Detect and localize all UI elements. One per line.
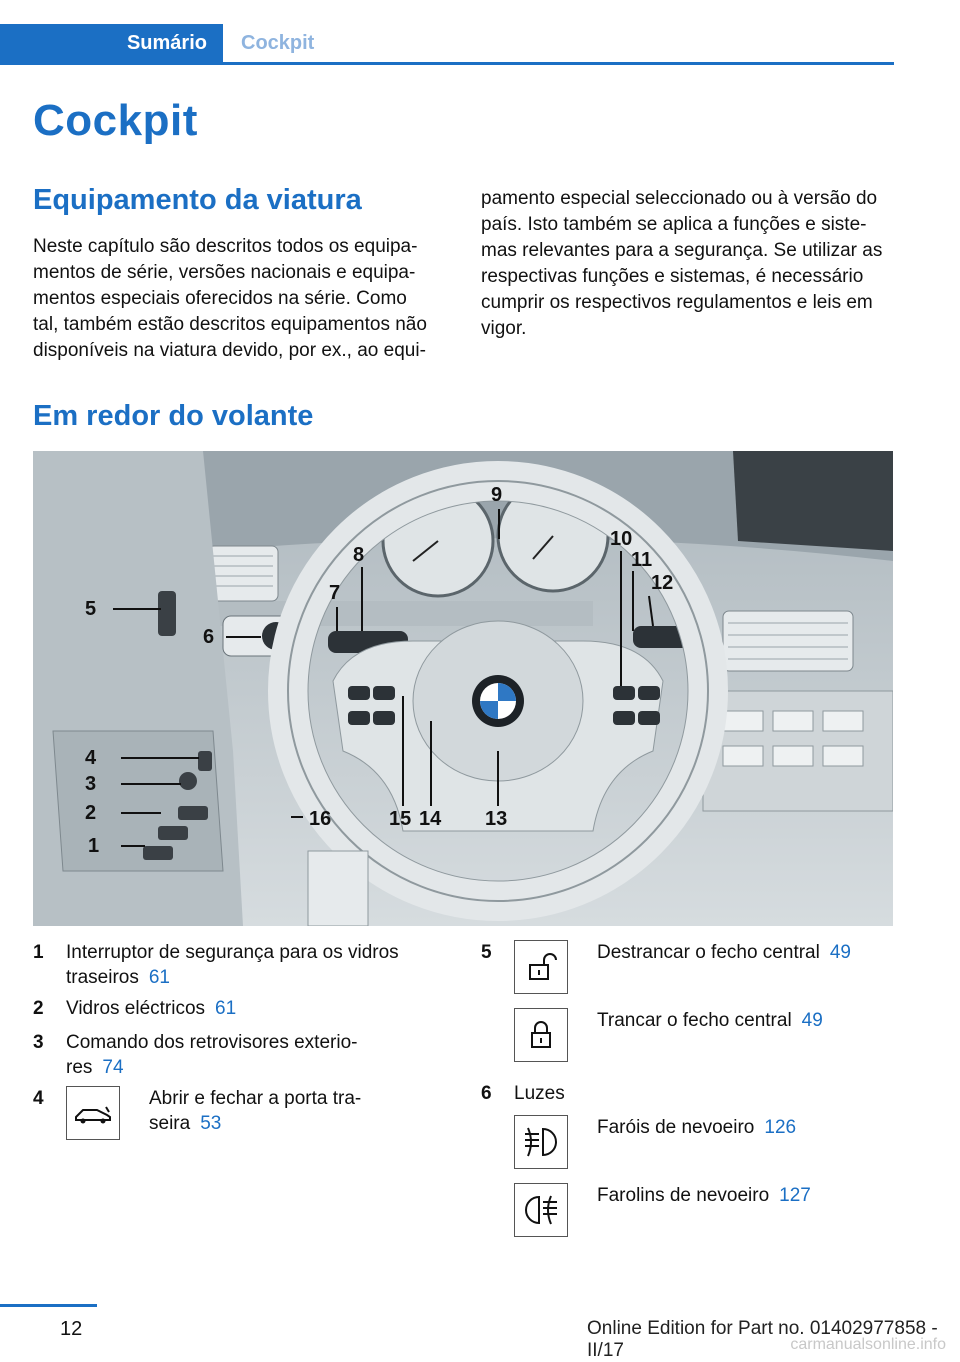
- item-text: traseiros: [66, 967, 139, 988]
- tab-cockpit[interactable]: Cockpit: [241, 31, 315, 54]
- item-text: Comando dos retrovisores exterio‐: [66, 1032, 358, 1053]
- item-text: Faróis de nevoeiro: [597, 1117, 755, 1138]
- text-line: tal, também estão descritos equipamentos não: [33, 314, 427, 335]
- callout-12: 12: [651, 572, 674, 594]
- callout-3: 3: [85, 773, 97, 795]
- legend-item-4: [149, 1086, 361, 1136]
- item-number: 6: [481, 1083, 492, 1104]
- page-ref-link[interactable]: 126: [764, 1117, 797, 1138]
- unlock-icon: [514, 940, 568, 994]
- text-line: mentos especiais oferecidos na série. Como: [33, 288, 407, 309]
- edition-note: Online Edition for Part no. 01402977858 - II/17: [587, 1318, 938, 1361]
- text-line: cumprir os respectivos regulamentos e leis em: [481, 292, 873, 313]
- page-ref-link[interactable]: 127: [779, 1185, 811, 1206]
- tab-sumario[interactable]: Sumário: [0, 24, 223, 62]
- callout-16: 16: [309, 808, 332, 830]
- text-line: respectivas funções e sistemas, é necessário: [481, 266, 864, 287]
- cockpit-drawing: [33, 451, 893, 926]
- page-number: 12: [60, 1318, 83, 1340]
- callout-9: 9: [491, 484, 503, 506]
- watermark: carmanualsonline.info: [790, 1336, 946, 1353]
- section-heading-equipamento: Equipamento da viatura: [33, 184, 362, 216]
- item-text: Farolins de nevoeiro: [597, 1185, 770, 1206]
- text-line: vigor.: [481, 318, 527, 339]
- callout-6: 6: [203, 626, 215, 648]
- item-text: Luzes: [514, 1083, 565, 1104]
- callout-14: 14: [419, 808, 442, 830]
- legend-item-5b: [597, 1008, 823, 1033]
- page-ref-link[interactable]: 74: [102, 1057, 124, 1078]
- page-ref-link[interactable]: 49: [801, 1010, 823, 1031]
- callout-13: 13: [485, 808, 508, 830]
- callout-2: 2: [85, 802, 97, 824]
- cockpit-illustration: [33, 451, 893, 926]
- intro-paragraph-right: [481, 186, 896, 342]
- item-number: 2: [33, 998, 44, 1019]
- page-ref-link[interactable]: 61: [215, 998, 237, 1019]
- item-text: Destrancar o fecho central: [597, 942, 820, 963]
- section-heading-volante: Em redor do volante: [33, 400, 314, 432]
- item-text: Trancar o fecho central: [597, 1010, 792, 1031]
- lock-icon: [514, 1008, 568, 1062]
- text-line: mas relevantes para a segurança. Se utilizar as: [481, 240, 883, 261]
- text-line: mentos de série, versões nacionais e equipa‐: [33, 262, 416, 283]
- item-number: 4: [33, 1088, 44, 1109]
- item-number: 1: [33, 942, 44, 963]
- legend-item-2: [66, 996, 236, 1021]
- item-text: Interruptor de segurança para os vidros: [66, 942, 399, 963]
- callout-5: 5: [85, 598, 97, 620]
- item-text: Vidros eléctricos: [66, 998, 206, 1019]
- footer-accent-line: [0, 1304, 97, 1307]
- callout-10: 10: [610, 528, 633, 550]
- callout-11: 11: [631, 549, 653, 571]
- callout-4: 4: [85, 747, 97, 769]
- legend-item-1: [66, 940, 399, 990]
- legend-item-6: [514, 1081, 565, 1106]
- page-title: Cockpit: [33, 96, 198, 145]
- callout-15: 15: [389, 808, 412, 830]
- tailgate-icon: [66, 1086, 120, 1140]
- callout-8: 8: [353, 544, 365, 566]
- legend-item-5: [597, 940, 851, 965]
- rear-fog-light-icon: [514, 1183, 568, 1237]
- legend-item-3: [66, 1030, 357, 1080]
- text-line: país. Isto também se aplica a funções e siste‐: [481, 214, 867, 235]
- intro-paragraph-left: [33, 234, 451, 364]
- legend-item-6b: [597, 1183, 811, 1208]
- callout-7: 7: [329, 582, 341, 604]
- text-line: Neste capítulo são descritos todos os equipa‐: [33, 236, 418, 257]
- item-number: 5: [481, 942, 492, 963]
- legend-item-6a: [597, 1115, 796, 1140]
- text-line: disponíveis na viatura devido, por ex., ao equi‐: [33, 340, 426, 361]
- legend-left: [33, 940, 453, 1150]
- item-text: seira: [149, 1113, 191, 1134]
- page-ref-link[interactable]: 61: [148, 967, 170, 988]
- item-text: res: [66, 1057, 93, 1078]
- text-line: pamento especial seleccionado ou à versão do: [481, 188, 878, 209]
- top-nav-bar: [0, 24, 894, 65]
- item-text: Abrir e fechar a porta tra‐: [149, 1088, 362, 1109]
- legend-right: [481, 940, 896, 1240]
- front-fog-light-icon: [514, 1115, 568, 1169]
- callout-1: 1: [88, 835, 100, 857]
- item-number: 3: [33, 1032, 44, 1053]
- page-ref-link[interactable]: 49: [829, 942, 851, 963]
- page-ref-link[interactable]: 53: [200, 1113, 222, 1134]
